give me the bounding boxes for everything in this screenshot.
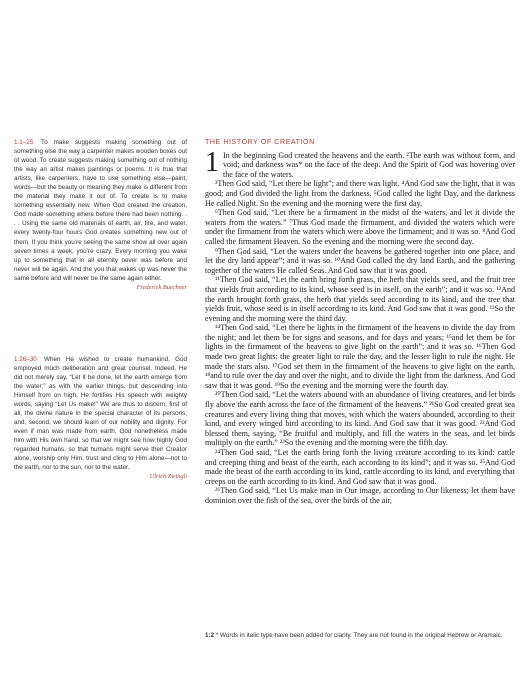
commentary-note-2 bbox=[14, 355, 187, 482]
chapter-number: 1 bbox=[205, 146, 219, 178]
commentary-sidebar bbox=[14, 138, 187, 481]
paragraph: ⁹Then God said, “Let the waters under the heavens be gathered together into one place, and let the dry land appear”; and it was so. ¹⁰And God called the dry land Earth, and the gathering together of the waters He called Seas. And God saw that it was good. bbox=[205, 246, 515, 275]
note-text: When He wished to create humankind, God employed much deliberation and great counsel. Indeed, He did not merely say, “Let it be done, let the earth emerge from the water;” as with the earlier things, but descending into Himself from on high, He fortifies His speech with weighty words, saying “Let Us make!” We are thus to discern, first of all, the divine nature in the special character of its persons; and, second, we should learn of our nobility and dignity. For even if man was made from earth, God nonetheless made him with His own hand, so that we might see how highly God regarded humans, so that humans might serve their Creator alone, worship only Him, trust and cling to Him alone—not to the earth, nor to the sun, nor to the water. bbox=[14, 355, 187, 472]
footnote-text: * Words in italic type have been added for clarity. They are not found in the original Hebrew or Aramaic. bbox=[215, 632, 503, 639]
paragraph: ¹⁴Then God said, “Let there be lights in the firmament of the heavens to divide the day from the night; and let them be for signs and seasons, and for days and years; ¹⁵and let them be for lights in the firmament of the heavens to give light on the earth”; and it was so. ¹⁶Then God made two great lights: the greater light to rule the day, and the lesser light to rule the night. He made the stars also. ¹⁷God set them in the firmament of the heavens to give light on the earth, ¹⁸and to rule over the day and over the night, and to divide the light from the darkness. And God saw that it was good. ¹⁹So the evening and the morning were the fourth day. bbox=[205, 323, 515, 390]
paragraph: ²⁶Then God said, “Let Us make man in Our image, according to Our likeness; let them have dominion over the fish of the sea, over the birds of the air, bbox=[205, 486, 515, 505]
note-author: Frederick Buechner bbox=[136, 283, 187, 291]
paragraph: ²⁴Then God said, “Let the earth bring forth the living creature according to its kind: cattle and creeping thing and beast of the earth, each according to its kind”; and it was so. ²⁵And God made the beast of the earth according to its kind, cattle according to its kind, and everything that creeps on the earth according to its kind. And God saw that it was good. bbox=[205, 448, 515, 486]
footnote bbox=[205, 632, 505, 641]
section-title: THE HISTORY OF CREATION bbox=[205, 139, 315, 146]
paragraph: ⁶Then God said, “Let there be a firmament in the midst of the waters, and let it divide the waters from the waters.” ⁷Thus God made the firmament, and divided the waters which were under the firmament from the waters which were above the firmament; and it was so. ⁸And God called the firmament Heaven. So the evening and the morning were the second day. bbox=[205, 208, 515, 246]
paragraph bbox=[205, 146, 515, 180]
paragraph-text: In the beginning God created the heavens and the earth. ²The earth was without form, and void; and darkness was* on the face of the deep. And the Spirit of God was hovering over the face of the waters. bbox=[223, 150, 515, 179]
paragraph: ¹¹Then God said, “Let the earth bring forth grass, the herb that yields seed, and the fruit tree that yields fruit according to its kind, whose seed is in itself, on the earth”; and it was so. ¹²And the earth brought forth grass, the herb that yields seed according to its kind, and the tree that yields fruit, whose seed is in itself according to its kind. And God saw that it was good. ¹³So the evening and the morning were the third day. bbox=[205, 275, 515, 323]
note-reference: 1:1–25 bbox=[14, 139, 34, 146]
paragraph: ³Then God said, “Let there be light”; and there was light. ⁴And God saw the light, that it was good; and God divided the light from the darkness. ⁵God called the light Day, and the darkness He called Night. So the evening and the morning were the first day. bbox=[205, 179, 515, 208]
commentary-note-1 bbox=[14, 138, 187, 292]
paragraph: ²⁰Then God said, “Let the waters abound with an abundance of living creatures, and let birds fly above the earth across the face of the firmament of the heavens.” ²¹So God created great sea creatures and every living thing that moves, with which the waters abounded, according to their kind, and every winged bird according to its kind. And God saw that it was good. ²²And God blessed them, saying, “Be fruitful and multiply, and fill the waters in the seas, and let birds multiply on the earth.” ²³So the evening and the morning were the fifth day. bbox=[205, 390, 515, 448]
note-author: Ulrich Zwingli bbox=[149, 473, 187, 481]
footnote-reference: 1:2 bbox=[205, 632, 215, 639]
note-reference: 1:26–30 bbox=[14, 355, 37, 363]
note-text: To make suggests making something out of something else the way a carpenter makes wooden boxes out of wood. To create suggests making something out of nothing the way an artist makes paintings or poems. It is true that artists, like carpenters, have to use something else—paint, words—but the beauty or meaning they make is different from the material they make it out of. To create is to make something essentially new. When God created the creation, God made something where before there had been nothing. . . . Using the same old materials of earth, air, fire, and water, every twenty-four hours God creates something new out of them. If you think you’re seeing the same show all over again seven times a week, you’re crazy. Every morning you wake up to something that in all eternity never was before and never will be again. And the you that wakes up was never the same before and will never be the same again either. bbox=[14, 139, 187, 282]
scripture-text bbox=[205, 138, 515, 506]
